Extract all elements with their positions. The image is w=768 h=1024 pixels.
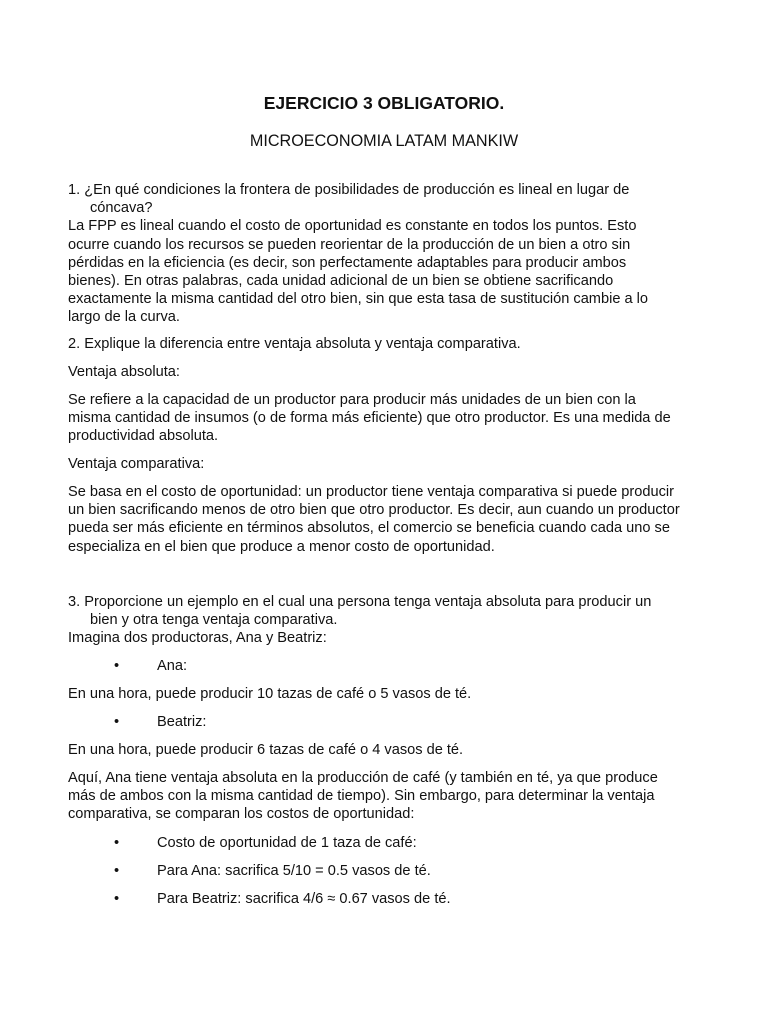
example-intro: Imagina dos productoras, Ana y Beatriz: [68, 630, 327, 647]
question-3 [68, 593, 708, 648]
analysis-line: más de ambos con la misma cantidad de tiempo). Sin embargo, para determinar la ventaja [68, 788, 655, 805]
answer-1-line: pérdidas en la eficiencia (es decir, son perfectamente adaptables para producir ambos [68, 254, 627, 271]
bullet-icon: • [114, 891, 120, 907]
question-1-line-2: cóncava? [90, 200, 153, 217]
comparative-advantage-line: Se basa en el costo de oportunidad: un productor tiene ventaja comparativa si puede producir [68, 484, 675, 500]
ana-label: Ana: [157, 658, 188, 674]
beatriz-label: Beatriz: [157, 714, 207, 730]
absolute-advantage-text [68, 391, 708, 446]
absolute-advantage-line: misma cantidad de insumos (o de forma más eficiente) que otro productor. Es una medida de [68, 410, 671, 427]
analysis-line: Aquí, Ana tiene ventaja absoluta en la producción de café (y también en té, ya que produce [68, 770, 658, 786]
cost-item-text: Costo de oportunidad de 1 taza de café: [157, 835, 417, 851]
answer-1-line: exactamente la misma cantidad del otro bien, sin que esta tasa de sustitución cambie a lo [68, 291, 649, 308]
bullet-icon: • [114, 714, 120, 730]
bullet-icon: • [114, 835, 120, 851]
analysis-line: comparativa, se comparan los costos de oportunidad: [68, 806, 415, 823]
analysis-text [68, 769, 708, 824]
comparative-advantage-line: pueda ser más eficiente en términos absolutos, el comercio se beneficia cuando cada uno se [68, 520, 670, 537]
absolute-advantage-line: productividad absoluta. [68, 428, 219, 445]
answer-1-line: largo de la curva. [68, 309, 180, 326]
ana-text: En una hora, puede producir 10 tazas de café o 5 vasos de té. [68, 686, 472, 702]
comparative-advantage-line: un bien sacrificando menos de otro bien que otro productor. Es decir, aun cuando un productor [68, 502, 680, 519]
answer-1-line: La FPP es lineal cuando el costo de oportunidad es constante en todos los puntos. Esto [68, 218, 637, 235]
question-1 [68, 181, 708, 327]
document-subtitle: MICROECONOMIA LATAM MANKIW [249, 132, 519, 150]
answer-1-line: bienes). En otras palabras, cada unidad adicional de un bien se obtiene sacrificando [68, 273, 614, 290]
document-title: EJERCICIO 3 OBLIGATORIO. [263, 93, 505, 113]
bullet-icon: • [114, 658, 120, 674]
cost-item-text: Para Ana: sacrifica 5/10 = 0.5 vasos de té. [157, 863, 431, 879]
question-2: 2. Explique la diferencia entre ventaja absoluta y ventaja comparativa. [68, 336, 521, 352]
question-3-line-1: 3. Proporcione un ejemplo en el cual una persona tenga ventaja absoluta para producir un [68, 594, 652, 610]
absolute-advantage-heading: Ventaja absoluta: [68, 364, 180, 380]
beatriz-text: En una hora, puede producir 6 tazas de café o 4 vasos de té. [68, 742, 464, 758]
cost-item-text: Para Beatriz: sacrifica 4/6 ≈ 0.67 vasos de té. [157, 891, 451, 907]
answer-1-line: ocurre cuando los recursos se pueden reorientar de la producción de un bien a otro sin [68, 236, 631, 253]
absolute-advantage-line: Se refiere a la capacidad de un productor para producir más unidades de un bien con la [68, 392, 636, 408]
question-3-line-2: bien y otra tenga ventaja comparativa. [90, 612, 338, 629]
question-1-line-1: 1. ¿En qué condiciones la frontera de posibilidades de producción es lineal en lugar de [68, 182, 630, 198]
comparative-advantage-text [68, 483, 708, 556]
bullet-icon: • [114, 863, 120, 879]
comparative-advantage-line: especializa en el bien que produce a menor costo de oportunidad. [68, 538, 495, 555]
comparative-advantage-heading: Ventaja comparativa: [68, 456, 205, 472]
